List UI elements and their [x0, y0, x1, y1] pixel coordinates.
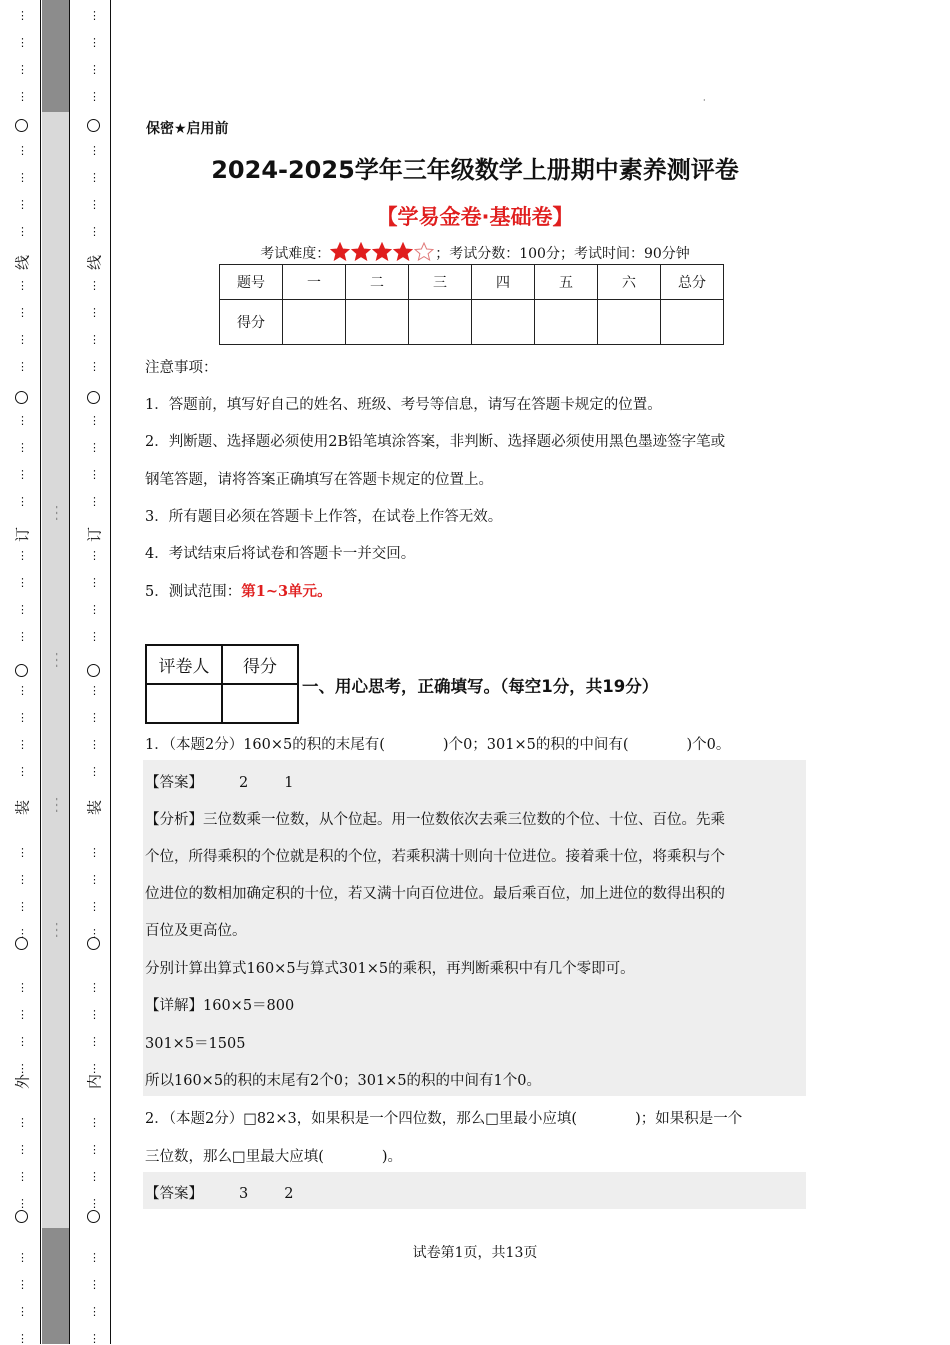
score-cell[interactable] [598, 300, 661, 345]
binding-label: 内 [85, 1074, 104, 1090]
binding-dots: ⋮ [17, 495, 27, 508]
score-table-score-row [220, 300, 724, 345]
binding-label: 装 [85, 800, 104, 816]
binding-dots: ⋮ [17, 171, 27, 184]
notice-item: 钢笔答题，请将答案正确填写在答题卡规定的位置上。 [145, 472, 493, 488]
q2-answer [145, 1182, 293, 1203]
binding-circle-icon [87, 664, 100, 677]
grader-table [145, 644, 299, 724]
question-2: 2．（本题2分）□82×3，如果积是一个四位数，那么□里最小应填( )；如果积是一个 [145, 1111, 743, 1127]
binding-dots: ⋮ [89, 333, 99, 346]
binding-dots: ⋮ [89, 171, 99, 184]
binding-dots: ⋮ [89, 873, 99, 886]
exam-title: 2024-2025学年三年级数学上册期中素养测评卷 [211, 156, 739, 184]
analysis-line: 百位及更高位。 [145, 923, 247, 939]
notice-item: 4．考试结束后将试卷和答题卡一并交回。 [145, 546, 416, 562]
answer-value: 2 [284, 1186, 294, 1202]
score-cell[interactable] [283, 300, 346, 345]
binding-dots: ⋮ [17, 711, 27, 724]
binding-dots: ⋮ [89, 1305, 99, 1318]
binding-dots: ⋮ [17, 1035, 27, 1048]
difficulty-label: 考试难度： [260, 246, 331, 262]
strip-mark: - - - [52, 922, 63, 938]
score-table-header-cell: 三 [409, 265, 472, 300]
binding-dots: ⋮ [89, 225, 99, 238]
filled-star-icon [372, 242, 392, 261]
binding-dots: ⋮ [17, 873, 27, 886]
answer-value: 2 [239, 775, 249, 791]
score-row-label: 得分 [220, 300, 283, 345]
question-1: 1．（本题2分）160×5的积的末尾有( )个0；301×5的积的中间有( )个0。 [145, 737, 731, 753]
binding-dots: ⋮ [89, 198, 99, 211]
score-cell[interactable] [409, 300, 472, 345]
binding-dots: ⋮ [17, 738, 27, 751]
binding-dots: ⋮ [89, 1251, 99, 1264]
binding-dots: ⋮ [89, 1170, 99, 1183]
binding-circle-icon [15, 391, 28, 404]
binding-dots: ⋮ [17, 549, 27, 562]
binding-circle-icon [15, 664, 28, 677]
detail-line: 【详解】160×5＝800 [145, 998, 295, 1014]
binding-circle-icon [87, 119, 100, 132]
binding-dots: ⋮ [89, 306, 99, 319]
binding-circle-icon [87, 391, 100, 404]
answer-label: 【答案】 [145, 1186, 203, 1202]
binding-dots: ⋮ [17, 1332, 27, 1345]
grader-score-label: 得分 [222, 645, 298, 684]
binding-dots: ⋮ [89, 1116, 99, 1129]
detail-line: 所以160×5的积的末尾有2个0；301×5的积的中间有1个0。 [145, 1073, 542, 1089]
binding-dots: ⋮ [17, 765, 27, 778]
analysis-line: 分别计算出算式160×5与算式301×5的乘积，再判断乘积中有几个零即可。 [145, 961, 635, 977]
strip-dark-top [42, 0, 69, 112]
binding-dots: ⋮ [89, 765, 99, 778]
binding-label: 线 [13, 255, 32, 271]
binding-dots: ⋮ [17, 684, 27, 697]
notice-item-range [145, 580, 332, 601]
score-table-header-cell: 题号 [220, 265, 283, 300]
notice-item: 2．判断题、选择题必须使用2B铅笔填涂答案，非判断、选择题必须使用黑色墨迹签字笔或 [145, 434, 726, 450]
binding-circle-icon [87, 1210, 100, 1223]
grader-reviewer-cell[interactable] [146, 684, 222, 723]
range-suffix: 。 [317, 583, 332, 600]
binding-dots: ⋮ [17, 603, 27, 616]
detail-line: 301×5＝1505 [145, 1036, 246, 1052]
binding-dots: ⋮ [89, 63, 99, 76]
binding-dots: ⋮ [89, 1143, 99, 1156]
binding-dots: ⋮ [89, 495, 99, 508]
binding-dots: ⋮ [17, 1278, 27, 1291]
notice-heading: 注意事项： [145, 360, 218, 376]
stray-dot: · [703, 96, 706, 105]
binding-dots: ⋮ [89, 468, 99, 481]
section-heading: 一、用心思考，正确填写。（每空1分，共19分） [302, 677, 659, 696]
binding-dots: ⋮ [17, 198, 27, 211]
binding-label: 订 [85, 527, 104, 543]
binding-dots: ⋮ [89, 144, 99, 157]
exam-subtitle: 【学易金卷·基础卷】 [376, 205, 574, 229]
binding-dots: ⋮ [89, 630, 99, 643]
analysis-line: 【分析】三位数乘一位数，从个位起。用一位数依次去乘三位数的个位、十位、百位。先乘 [145, 812, 725, 828]
analysis-line: 位进位的数相加确定积的十位，若又满十向百位进位。最后乘百位，加上进位的数得出积的 [145, 886, 725, 902]
strip-mark: - - - [52, 652, 63, 668]
range-prefix: 5．测试范围： [145, 584, 242, 600]
binding-dots: ⋮ [89, 846, 99, 859]
grader-reviewer-label: 评卷人 [146, 645, 222, 684]
filled-star-icon [393, 242, 413, 261]
binding-circle-icon [15, 937, 28, 950]
binding-dots: ⋮ [17, 9, 27, 22]
binding-dots: ⋮ [89, 1278, 99, 1291]
binding-dots: ⋮ [17, 1197, 27, 1210]
difficulty-stars [330, 242, 435, 265]
binding-label: 线 [85, 255, 104, 271]
strip-mark: - - - [52, 797, 63, 813]
empty-star-icon [414, 242, 434, 261]
binding-dots: ⋮ [89, 1332, 99, 1345]
binding-dots: ⋮ [17, 576, 27, 589]
score-cell[interactable] [535, 300, 598, 345]
binding-dots: ⋮ [89, 279, 99, 292]
score-cell[interactable] [472, 300, 535, 345]
binding-dots: ⋮ [17, 279, 27, 292]
binding-circle-icon [15, 1210, 28, 1223]
binding-dots: ⋮ [17, 1062, 27, 1075]
binding-label: 装 [13, 800, 32, 816]
binding-dots: ⋮ [17, 1251, 27, 1264]
notice-item: 1．答题前，填写好自己的姓名、班级、考号等信息，请写在答题卡规定的位置。 [145, 397, 662, 413]
binding-dots: ⋮ [17, 441, 27, 454]
analysis-line: 个位，所得乘积的个位就是积的个位，若乘积满十则向十位进位。接着乘十位，将乘积与个 [145, 849, 725, 865]
binding-dots: ⋮ [17, 900, 27, 913]
binding-dots: ⋮ [17, 468, 27, 481]
binding-dots: ⋮ [89, 9, 99, 22]
binding-dots: ⋮ [89, 1197, 99, 1210]
score-table-header-cell: 六 [598, 265, 661, 300]
notice-item: 3．所有题目必须在答题卡上作答，在试卷上作答无效。 [145, 509, 503, 525]
binding-circle-icon [15, 119, 28, 132]
answer-label: 【答案】 [145, 775, 203, 791]
score-cell[interactable] [661, 300, 724, 345]
score-table-header-cell: 一 [283, 265, 346, 300]
binding-dots: ⋮ [17, 1116, 27, 1129]
score-cell[interactable] [346, 300, 409, 345]
binding-dots: ⋮ [17, 144, 27, 157]
binding-dots: ⋮ [17, 1008, 27, 1021]
binding-dots: ⋮ [17, 360, 27, 373]
binding-dots: ⋮ [17, 630, 27, 643]
binding-dots: ⋮ [89, 360, 99, 373]
binding-dots: ⋮ [17, 36, 27, 49]
binding-dots: ⋮ [89, 576, 99, 589]
binding-dots: ⋮ [89, 1008, 99, 1021]
binding-dots: ⋮ [89, 684, 99, 697]
binding-dots: ⋮ [89, 549, 99, 562]
binding-dots: ⋮ [89, 90, 99, 103]
binding-dots: ⋮ [17, 333, 27, 346]
binding-dots: ⋮ [89, 981, 99, 994]
binding-circle-icon [87, 937, 100, 950]
binding-dots: ⋮ [17, 63, 27, 76]
q1-answer [145, 771, 293, 792]
binding-dots: ⋮ [17, 927, 27, 940]
strip-mark: - - - [52, 505, 63, 521]
binding-dots: ⋮ [89, 414, 99, 427]
answer-value: 1 [284, 775, 294, 791]
binding-label: 外 [13, 1074, 32, 1090]
binding-dots: ⋮ [89, 1062, 99, 1075]
exam-info [0, 242, 950, 265]
page-footer: 试卷第1页，共13页 [412, 1245, 538, 1261]
binding-dots: ⋮ [17, 306, 27, 319]
grader-score-cell[interactable] [222, 684, 298, 723]
score-table [219, 264, 724, 345]
binding-dots: ⋮ [17, 414, 27, 427]
question-2-cont: 三位数，那么□里最大应填( )。 [145, 1149, 403, 1165]
binding-dots: ⋮ [17, 90, 27, 103]
binding-dots: ⋮ [89, 900, 99, 913]
binding-dots: ⋮ [89, 711, 99, 724]
binding-dots: ⋮ [89, 927, 99, 940]
answer-value: 3 [239, 1186, 249, 1202]
binding-dots: ⋮ [17, 981, 27, 994]
binding-dots: ⋮ [17, 225, 27, 238]
binding-dots: ⋮ [17, 846, 27, 859]
binding-dots: ⋮ [89, 603, 99, 616]
binding-label: 订 [13, 527, 32, 543]
binding-dots: ⋮ [89, 36, 99, 49]
binding-dots: ⋮ [89, 738, 99, 751]
binding-dots: ⋮ [17, 1305, 27, 1318]
score-table-header-row [220, 265, 724, 300]
binding-dots: ⋮ [89, 441, 99, 454]
secret-label: 保密★启用前 [146, 121, 229, 137]
score-table-header-cell: 总分 [661, 265, 724, 300]
score-table-header-cell: 四 [472, 265, 535, 300]
filled-star-icon [351, 242, 371, 261]
binding-dots: ⋮ [17, 1170, 27, 1183]
range-value: 第1~3单元 [241, 583, 318, 600]
score-table-header-cell: 五 [535, 265, 598, 300]
binding-dots: ⋮ [17, 1143, 27, 1156]
filled-star-icon [330, 242, 350, 261]
binding-dots: ⋮ [89, 1035, 99, 1048]
score-time-info: ；考试分数：100分；考试时间：90分钟 [435, 246, 690, 262]
score-table-header-cell: 二 [346, 265, 409, 300]
